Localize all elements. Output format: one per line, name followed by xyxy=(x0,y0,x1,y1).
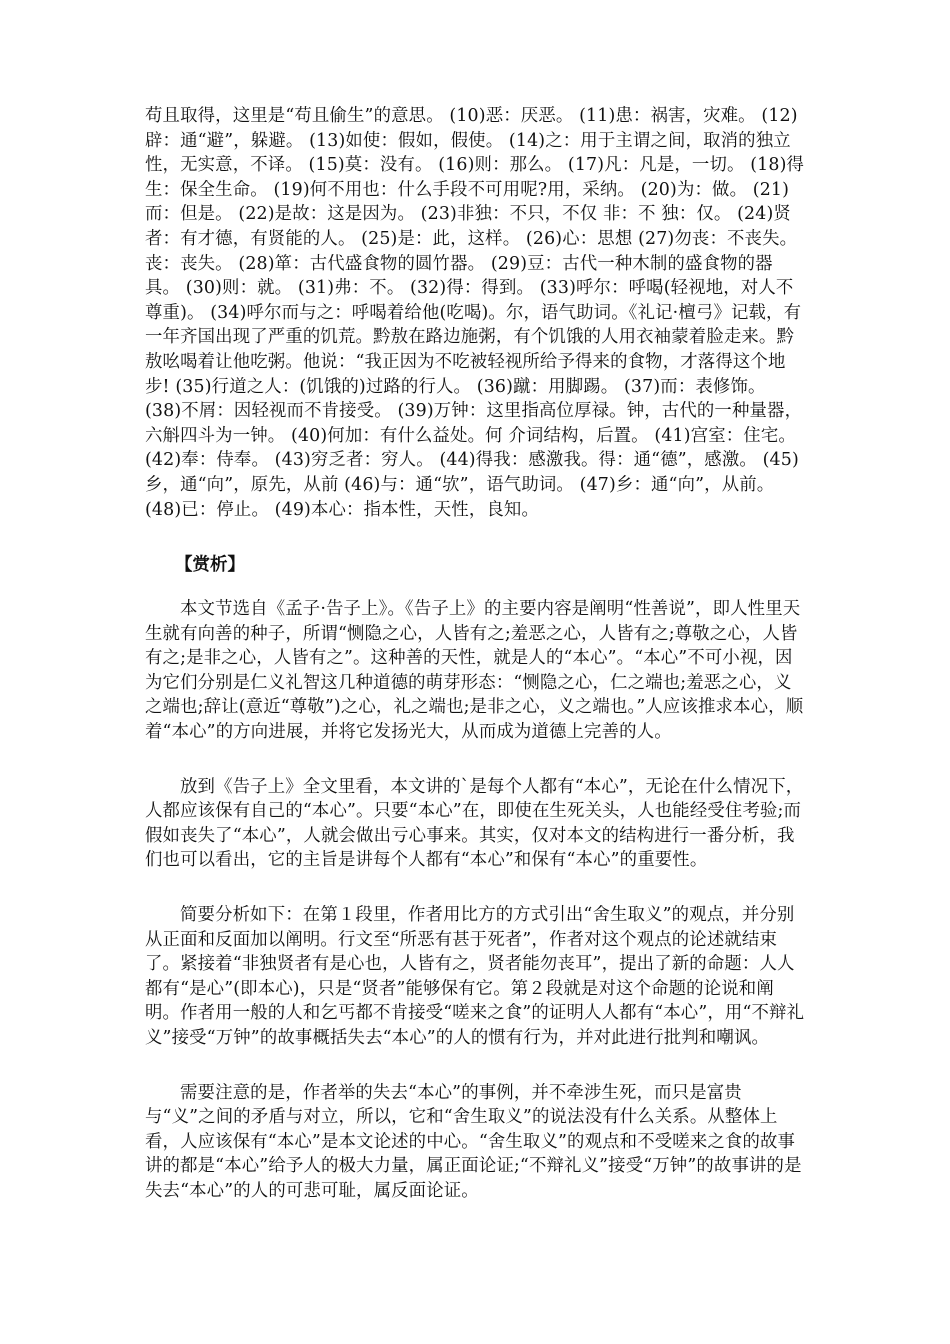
analysis-paragraph-3: 简要分析如下：在第１段里，作者用比方的方式引出“舍生取义”的观点，并分别从正面和反面加以阐明。行文至“所恶有甚于死者”，作者对这个观点的论述就结束了。紧接着“非独贤者有是心也，人皆有之，贤者能勿丧耳”，提出了新的命题：人人都有“是心”(即本心)，只是“贤者”能够保有它。第２段就是对这个命题的论说和阐明。作者用一般的人和乞丐都不肯接受“嗟来之食”的证明人人都有“本心”，用“不辩礼义”接受“万钟”的故事概括失去“本心”的人的惯有行为，并对此进行批判和嘲讽。 xyxy=(145,904,805,1048)
section-heading-appreciation: 【赏析】 xyxy=(175,555,245,575)
notes-text: 苟且取得，这里是“苟且偷生”的意思。 (10)恶：厌恶。 (11)患：祸害，灾难。 (12)辟：通“避”，躲避。 (13)如使：假如，假使。 (14)之：用于主谓之间，取消的独立性，无实意，不译。 (15)莫：没有。 (16)则：那么。 (17)凡：凡是，一切。 (18)得生：保全生命。 (19)何不用也：什么手段不可用呢?用，采纳。 (20)为：做。 (21)而：但是。 (22)是故：这是因为。 (23)非独：不只，不仅 非：不 独：仅。 (24)贤者：有才德，有贤能的人。 (25)是：此，这样。 (26)心：思想 (27)勿丧：不丧失。丧：丧失。 (28)箪：古代盛食物的圆竹器。 (29)豆：古代一种木制的盛食物的器具。 (30)则：就。 (31)弗：不。 (32)得：得到。 (33)呼尔：呼喝(轻视地，对人不尊重)。 (34)呼尔而与之：呼喝着给他(吃喝)。尔，语气助词。《礼记·檀弓》记载，有一年齐国出现了严重的饥荒。黔敖在路边施粥，有个饥饿的人用衣袖蒙着脸走来。黔敖吆喝着让他吃粥。他说：“我正因为不吃被轻视所给予得来的食物，才落得这个地步! (35)行道之人：(饥饿的)过路的行人。 (36)蹴：用脚踢。 (37)而：表修饰。 (38)不屑：因轻视而不肯接受。 (39)万钟：这里指高位厚禄。钟，古代的一种量器，六斛四斗为一钟。 (40)何加：有什么益处。何 介词结构，后置。 (41)宫室：住宅。 (42)奉：侍奉。 (43)穷乏者：穷人。 (44)得我：感激我。得：通“德”，感激。 (45)乡，通“向”，原先，从前 (46)与：通“欤”，语气助词。 (47)乡：通“向”，从前。 (48)已：停止。 (49)本心：指本性，天性，良知。 xyxy=(145,106,805,520)
analysis-paragraph-2: 放到《告子上》全文里看，本文讲的`是每个人都有“本心”，无论在什么情况下，人都应该保有自己的“本心”。只要“本心”在，即使在生死关头，人也能经受住考验;而假如丧失了“本心”，人就会做出亏心事来。其实，仅对本文的结构进行一番分析，我们也可以看出，它的主旨是讲每个人都有“本心”和保有“本心”的重要性。 xyxy=(145,776,804,871)
analysis-paragraph-4: 需要注意的是，作者举的失去“本心”的事例，并不牵涉生死，而只是富贵与“义”之间的矛盾与对立，所以，它和“舍生取义”的说法没有什么关系。从整体上看，人应该保有“本心”是本文论述的中心。“舍生取义”的观点和不受嗟来之食的故事讲的都是“本心”给予人的极大力量，属正面论证;“不辩礼义”接受“万钟”的故事讲的是失去“本心”的人的可悲可耻，属反面论证。 xyxy=(145,1082,802,1201)
analysis-paragraph-1: 本文节选自《孟子·告子上》。《告子上》的主要内容是阐明“性善说”，即人性里天生就有向善的种子，所谓“恻隐之心，人皆有之;羞恶之心，人皆有之;尊敬之心，人皆有之;是非之心，人皆有之”。这种善的天性，就是人的“本心”。“本心”不可小视，因为它们分别是仁义礼智这几种道德的萌芽形态：“恻隐之心，仁之端也;羞恶之心，义之端也;辞让(意近“尊敬”)之心，礼之端也;是非之心，义之端也。”人应该推求本心，顺着“本心”的方向进展，并将它发扬光大，从而成为道德上完善的人。 xyxy=(145,599,804,742)
annotation-notes xyxy=(145,104,805,522)
analysis-section xyxy=(145,597,805,1233)
